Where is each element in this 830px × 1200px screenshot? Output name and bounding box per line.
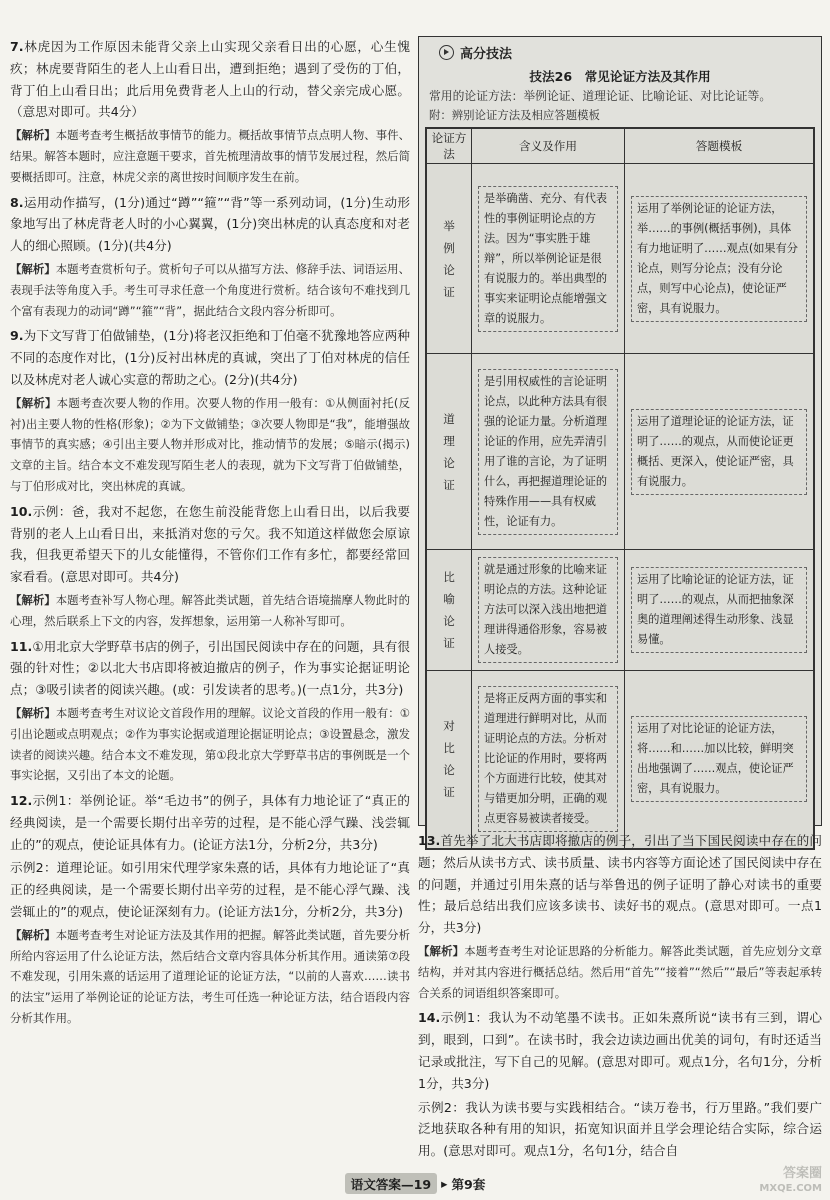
item-text: 林虎因为工作原因未能背父亲上山实现父亲看日出的心愿，心生愧疚；林虎要背陌生的老人上山看日出，遭到拒绝；遇到了受伤的丁伯，背丁伯上山看日出；此后用免费背老人上山的行动，替父亲完成心愿。（意思对即可。共4分） xyxy=(10,39,410,120)
play-circle-icon xyxy=(439,45,454,60)
method-name: 道理论证 xyxy=(443,411,455,492)
analysis-block xyxy=(10,703,410,786)
right-column xyxy=(418,36,822,1164)
analysis-tag: 【解析】 xyxy=(10,927,56,942)
item-text: 本题考查赏析句子。赏析句子可以从描写方法、修辞手法、词语运用、表现手法等角度入手。考生可寻求任意一个角度进行赏析。结合该句不难找到几个富有表现力的动词“蹲”“箍”“背”，据此结合文段内容分析即可。 xyxy=(10,261,410,318)
table-row xyxy=(426,164,814,354)
analysis-block xyxy=(10,590,410,632)
watermark-line1: 答案圈 xyxy=(782,1166,822,1181)
analysis-block xyxy=(10,925,410,1029)
item-text: 为下文写背丁伯做铺垫，(1分)将老汉拒绝和丁伯毫不犹豫地答应两种不同的态度作对比，(1分)反衬出林虎的真诚，突出了丁伯对林虎的信任以及林虎对老人诚心实意的帮助之心。(2分)(共4分) xyxy=(10,328,410,387)
meaning-cell xyxy=(472,164,625,354)
method-cell xyxy=(426,164,472,354)
item-text: 本题考查考生概括故事情节的能力。概括故事情节点点明人物、事件、结果。解答本题时，应注意题干要求，首先梳理清故事的情节发展过程，然后简要概括即可。注意，林虎父亲的离世按时间顺序发生在前。 xyxy=(10,128,410,184)
item-text: 首先举了北大书店即将撤店的例子，引出了当下国民阅读中存在的问题；然后从读书方式、读书质量、读书内容等方面论述了国民阅读中存在的问题，并通过引用朱熹的话与举鲁迅的例子证明了静心对读书的重要性；最后总结出我们应该多读书、读好书的观点。(意思对即可。一点1分，共3分) xyxy=(418,833,822,936)
technique-title: 技法26 常见论证方法及其作用 xyxy=(529,69,711,84)
left-column xyxy=(10,36,410,1033)
technique-panel xyxy=(418,36,822,826)
method-name: 比喻论证 xyxy=(443,570,455,650)
item-text: 示例：爸，我对不起您，在您生前没能背您上山看日出，以后我要背别的老人上山看日出，来抵消对您的亏欠。我不知道这样做您会原谅我，但我更希望天下的儿女能懂得，不管你们工作有多忙，都要经常回家看看。(意思对即可。共4分) xyxy=(10,503,410,585)
item-text: 示例2：我认为读书要与实践相结合。“读万卷书，行万里路。”我们要广泛地获取各种有用的知识，拓宽知识面并且学会理论结合实际，综合运用。(意思对即可。观点1分，名句1分，结合自 xyxy=(418,1099,822,1159)
answer-item xyxy=(10,325,410,390)
answer-item xyxy=(418,1097,822,1162)
item-text: 示例1：我认为不动笔墨不读书。正如朱熹所说“读书有三到，谓心到，眼到，口到”。在读书时，我会边读边画出优美的词句，有时还适当记录或批注，写下自己的见解。(意思对即可。观点1分，名句1分，分析1分，共3分) xyxy=(418,1010,822,1091)
method-cell xyxy=(426,354,472,550)
analysis-tag: 【解析】 xyxy=(418,943,465,958)
answer-item xyxy=(10,501,410,588)
template-text: 运用了对比论证的论证方法，将……和……加以比较，鲜明突出地强调了……观点，使论证严密，具有说服力。 xyxy=(631,716,807,802)
analysis-tag: 【解析】 xyxy=(10,261,56,276)
template-text: 运用了比喻论证的论证方法，证明了……的观点，从而把抽象深奥的道理阐述得生动形象、浅显易懂。 xyxy=(631,567,807,653)
question-number: 11. xyxy=(10,638,33,654)
watermark-line2: MXQE.COM xyxy=(759,1183,822,1194)
analysis-block xyxy=(10,393,410,497)
analysis-block xyxy=(10,259,410,321)
meaning-cell xyxy=(472,550,625,671)
template-cell xyxy=(625,671,815,849)
table-row xyxy=(426,671,814,849)
watermark-logo xyxy=(759,1166,822,1196)
meaning-text: 是将正反两方面的事实和道理进行鲜明对比，从而证明论点的方法。分析对比论证的作用时，要将两个方面进行比较，使其对与错更加分明，正确的观点更容易被读者接受。 xyxy=(478,686,618,832)
template-cell xyxy=(625,550,815,671)
question-number: 7. xyxy=(10,39,24,54)
item-text: 运用动作描写，(1分)通过“蹲”“箍”“背”等一系列动词，(1分)生动形象地写出了林虎背老人时的小心翼翼，(1分)突出林虎的认真态度和对老人的细心照顾。(1分)(共4分) xyxy=(10,194,410,254)
page-footer: 语文答案—19 ▸ 第9套 xyxy=(0,1170,830,1196)
method-name: 举例论证 xyxy=(443,218,455,299)
analysis-block xyxy=(10,125,410,187)
methods-table xyxy=(425,127,815,850)
method-cell xyxy=(426,671,472,849)
template-text: 运用了道理论证的论证方法，证明了……的观点，从而使论证更概括、更深入，使论证严密，具有说服力。 xyxy=(631,409,807,495)
method-cell xyxy=(426,550,472,671)
meaning-text: 是举确凿、充分、有代表性的事例证明论点的方法。因为“事实胜于雄辩”，所以举例论证是很有说服力的。举出典型的事实来证明论点能增强文章的说服力。 xyxy=(478,186,618,332)
answer-item xyxy=(418,1007,822,1094)
template-cell xyxy=(625,354,815,550)
question-number: 8. xyxy=(10,194,24,210)
column-header: 含义及作用 xyxy=(472,128,625,164)
question-number: 12. xyxy=(10,793,33,809)
item-text: 本题考查补写人物心理。解答此类试题，首先结合语境揣摩人物此时的心理，然后联系上下文的内容，发挥想象，运用第一人称补写即可。 xyxy=(10,592,410,628)
item-text: 本题考查考生对议论文首段作用的理解。议论文首段的作用一般有：①引出论题或点明观点；②作为事实论据或道理论据证明论点；③设置悬念，激发读者的阅读兴趣。结合本文不难发现，第①段北京大学野草书店的事例既是一个事实论据，又引出了本文的论题。 xyxy=(10,705,410,783)
column-header: 答题模板 xyxy=(625,128,815,164)
item-text: ①用北京大学野草书店的例子，引出国民阅读中存在的问题，具有很强的针对性；②以北大书店即将被迫撤店的例子，作为事实论据证明论点；③吸引读者的阅读兴趣。(或：引发读者的思考。)(一点1分，共3分) xyxy=(10,638,410,698)
answer-item xyxy=(10,857,410,922)
panel-header xyxy=(439,43,815,62)
table-row xyxy=(426,354,814,550)
template-text: 运用了举例论证的论证方法，举……的事例(概括事例)，具体有力地证明了……观点(如果有分论点，则写分论点；没有分论点，则写中心论点)，使论证严密，具有说服力。 xyxy=(631,196,807,322)
template-cell xyxy=(625,164,815,354)
table-row xyxy=(426,550,814,671)
question-number: 9. xyxy=(10,328,24,344)
item-text: 示例1：举例论证。举“毛边书”的例子，具体有力地论证了“真正的经典阅读，是一个需要长期付出辛劳的过程，是不能心浮气躁、浅尝辄止的”的观点，使论证具体有力。(论证方法1分，分析2分，共3分) xyxy=(10,793,410,852)
answer-item xyxy=(10,36,410,123)
answer-item xyxy=(10,192,410,257)
answer-item xyxy=(418,830,822,939)
panel-header-label: 高分技法 xyxy=(460,47,513,62)
table-header-row xyxy=(426,128,814,164)
analysis-tag: 【解析】 xyxy=(10,705,56,720)
method-name: 对比论证 xyxy=(443,719,455,800)
meaning-text: 是引用权威性的言论证明论点，以此种方法具有很强的论证力量。分析道理论证的作用，应先弄清引用了谁的言论，为了证明什么，再把握道理论证的特殊作用——具有权威性，论证有力。 xyxy=(478,369,618,535)
attachment-note: 附：辨别论证方法及相应答题模板 xyxy=(429,108,600,122)
item-text: 示例2：道理论证。如引用宋代理学家朱熹的话，具体有力地论证了“真正的经典阅读，是一个需要长期付出辛劳的过程，是不能心浮气躁、浅尝辄止的”的观点，使论证深刻有力。(论证方法1分，分析2分，共3分) xyxy=(10,860,410,920)
footer-answer-label: 语文答案—19 xyxy=(345,1173,438,1194)
analysis-tag: 【解析】 xyxy=(10,128,56,143)
answer-item xyxy=(10,790,410,855)
item-text: 本题考查次要人物的作用。次要人物的作用一般有：①从侧面衬托(反衬)出主要人物的性格(形象)；②为下文做铺垫；③次要人物即是“我”，能增强故事情节的真实感；④引出主要人物并形成对比，推动情节的发展；⑤暗示(揭示)文章的主旨。结合本文不难发现写陌生老人的表现，就为下文写背丁伯做铺垫，与丁伯形成对比，突出林虎的真诚。 xyxy=(10,395,410,493)
meaning-cell xyxy=(472,671,625,849)
footer-set-label: 第9套 xyxy=(451,1176,486,1192)
question-number: 13. xyxy=(418,833,441,848)
question-number: 14. xyxy=(418,1010,441,1026)
item-text: 本题考查考生对论证方法及其作用的把握。解答此类试题，首先要分析所给内容运用了什么论证方法，然后结合文章内容具体分析其作用。通读第⑦段不难发现，引用朱熹的话运用了道理论证的论证方法，“以前的人喜欢……读书的法宝”运用了举例论证的论证方法，考生可任选一种论证方法，结合语段内容分析其作用。 xyxy=(10,927,410,1026)
analysis-tag: 【解析】 xyxy=(10,395,57,410)
analysis-tag: 【解析】 xyxy=(10,592,56,607)
analysis-block xyxy=(418,941,822,1003)
answer-item xyxy=(10,636,410,701)
question-number: 10. xyxy=(10,503,33,519)
meaning-cell xyxy=(472,354,625,550)
technique-intro: 常用的论证方法：举例论证、道理论证、比喻论证、对比论证等。 xyxy=(429,89,772,103)
item-text: 本题考查考生对论证思路的分析能力。解答此类试题，首先应划分文章结构，并对其内容进行概括总结。然后用“首先”“接着”“然后”“最后”等表起承转合关系的词语组织答案即可。 xyxy=(418,943,822,1000)
meaning-text: 就是通过形象的比喻来证明论点的方法。这种论证方法可以深入浅出地把道理讲得通俗形象，容易被人接受。 xyxy=(478,557,618,663)
column-header: 论证方法 xyxy=(426,128,472,164)
